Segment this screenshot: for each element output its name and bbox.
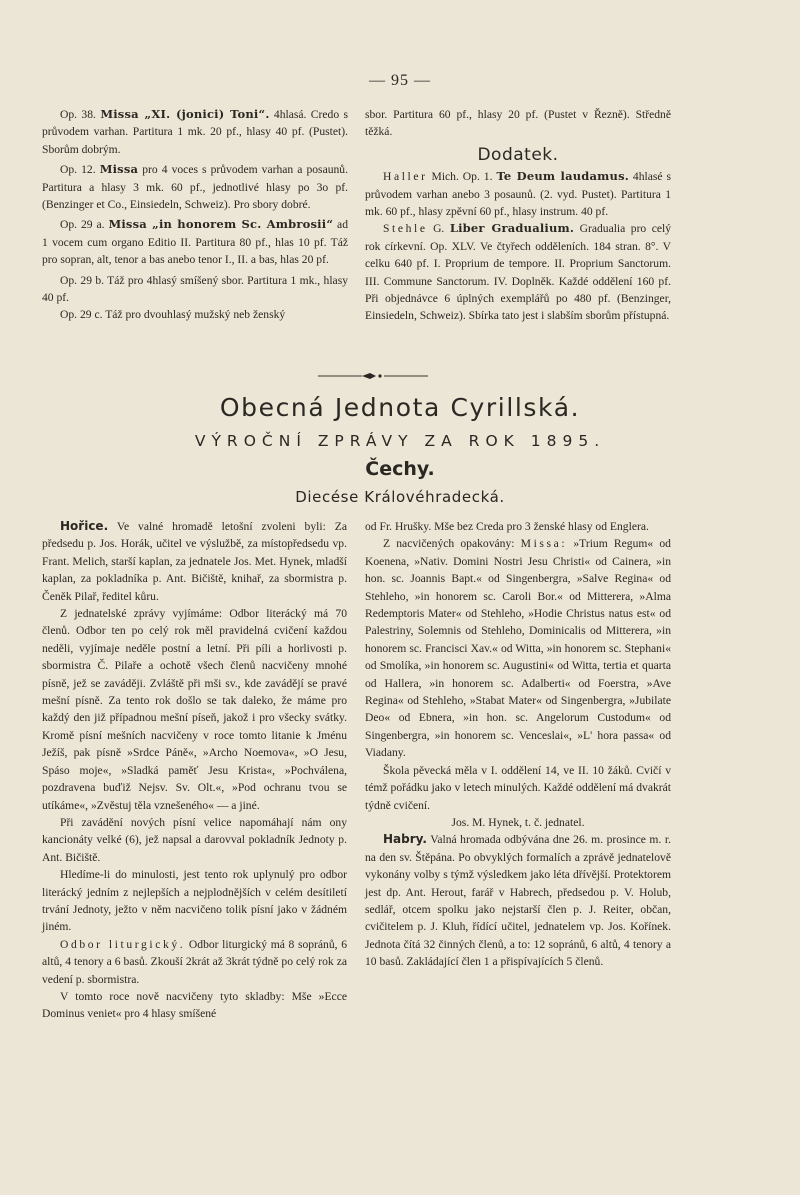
entry-opus: Op. 29 b. <box>60 273 105 287</box>
catalog-entry <box>42 306 348 323</box>
paragraph-text: Valná hromada odbývána dne 26. m. prosince m. r. na den sv. Štěpána. Po obvyklých formalích a zprávě jednatelově vykonány volby s týmž výsledkem jako léta dřívější. Protektorem jest dp. Ant. Herout, farář v Habrech, předsedou p. V. Holub, sedlář, otcem spolku jako nejstarší člen p. J. Reiter, občan, cvičitelem p. J. Kluh, řídící učitel, jednatelem vp. Jos. Kořínek. Jednota čítá 32 činných členů, a to: 12 sopránů, 6 altů, 4 tenory a 10 basů. Zakládající člen 1 a přispívajících 5 členů. <box>365 833 671 969</box>
entry-author: Stehle <box>383 222 428 236</box>
entry-text: 4hlasé s průvodem varhan anebo 3 posaunů. (2. vyd. Pustet). Partitura 1 mk. 60 pf., hlasy zpěvní 60 pf., hlasy instrum. 40 pf. <box>365 170 671 219</box>
entry-opus: Op. 29 a. <box>60 218 105 232</box>
paragraph-lead: Z nacvičených opakovány: <box>383 537 521 551</box>
paragraph-text: Odbor liturgický má 8 sopránů, 6 altů, 4 tenory a 6 basů. Zkouší 2krát až 3krát týdně po celý rok za vedení p. sbormistra. <box>42 937 347 986</box>
report-paragraph: Při zavádění nových písní velice napomáhají nám ony kancionáty velké (6), jež napsal a darovval pokladník Jednoty p. Ant. Bičiště. <box>42 815 347 864</box>
entry-text: ad 1 vocem cum organo Editio II. Partitura 80 pf., hlas 10 pf. Táž pro sopran, alt, tenor a bas anebo tenor I., II. a bas, hlas 20 pf. <box>42 218 348 267</box>
entry-text: Táž pro dvouhlasý mužský neb ženský <box>102 308 286 322</box>
entry-title: Missa „in honorem Sc. Ambrosii“ <box>108 217 334 232</box>
entry-title: Te Deum laudamus. <box>496 169 629 184</box>
report-paragraph: V tomto roce nově nacvičeny tyto skladby: Mše »Ecce Dominus veniet« pro 4 hlasy smíšené <box>42 989 347 1021</box>
entry-opus: G. <box>427 222 445 236</box>
entry-opus: Mich. Op. 1. <box>427 170 493 184</box>
entry-opus: Op. 29 c. <box>60 308 103 322</box>
catalog-entry <box>42 216 348 268</box>
report-paragraph: Hledíme-li do minulosti, jest tento rok uplynulý pro odbor literácký jedním z nejlepších a nejplodnějších v celém desítiletí trvání Jednoty, ježto v něm nacvičeno tolik písní jako v žádném jiném. <box>42 868 347 934</box>
paragraph-text: Ve valné hromadě letošní zvoleni byli: Za předsedu p. Jos. Horák, učitel ve výslužbě, za místopředsedu vp. Frant. Melich, starší kaplan, za jednatele Jos. Met. Hynek, mladší kaplan, za pokladníka p. Ant. Bičiště, knihař, za sbormistra p. Čeněk Pilař, ředitel kůru. <box>42 520 347 603</box>
entry-opus: Op. 12. <box>60 163 96 177</box>
catalog-entry <box>42 272 348 307</box>
page-number: — 95 — <box>369 72 431 89</box>
section-heading: Dodatek. <box>477 144 559 165</box>
diocese-heading: Diecése Královéhradecká. <box>295 488 505 506</box>
report-paragraph: od Fr. Hrušky. Mše bez Creda pro 3 ženské hlasy od Englera. <box>365 520 649 533</box>
top-left-column <box>42 106 348 324</box>
report-paragraph: Škola pěvecká měla v I. oddělení 14, ve II. 10 žáků. Cvičí v témž pořádku jako v letech minulých. Každé oddělení má dvakrát týdně cvičení. <box>365 763 671 812</box>
paragraph-text: »Trium Regum« od Koenena, »Nativ. Domini Nostri Jesu Christi« od Cainera, »in hon. sc. Joannis Bapt.« od Singenbergra, »Salve Regina« od Stehleho, »in honorem sc. Caroli Bor.« od Mitterera, »Alma Redemptoris Mater« od Stehleho, »Hodie Christus natus est« od Palestriny, Solemnis od Stehleho, Dominicalis od Mitterera, »in honorem sc. Francisci Xav.« od Witta, »in honorem sc. Stephani« od Smolíka, »in honorem sc. Augustini« od Witta, tertia et quarta od Hallera, »in honorem sc. Adalberti« od Foerstra, »Ave Regina« od Stehleho, »Stabat Mater« od Singenbergra, »Jubilate Deo« od Ebnera, »in hon. sc. Angelorum Custodum« od Singenbergra, »in honorem sc. Venceslai«, »L' hora passa« od Viadany. <box>365 537 671 760</box>
report-paragraph <box>365 535 671 761</box>
entry-title: Liber Gradualium. <box>449 221 575 236</box>
place-name: Habry. <box>383 832 427 847</box>
place-name: Hořice. <box>60 519 109 533</box>
entry-text: Táž pro 4hlasý smíšený sbor. Partitura 1 mk., hlasy 40 pf. <box>42 273 349 305</box>
entry-opus: Op. 38. <box>60 108 96 121</box>
section-label: Missa: <box>520 537 568 551</box>
bottom-right-column <box>365 518 671 971</box>
entry-text: 4hlasá. Credo s průvodem varhan. Partitura 1 mk. 20 pf., hlasy 40 pf. (Pustet). Sborům dobrým. <box>42 108 348 156</box>
catalog-entry <box>365 168 671 220</box>
report-paragraph: Z jednatelské zprávy vyjímáme: Odbor literácký má 70 členů. Odbor ten po celý rok měl pravidelná cvičení každou neděli, vyjímaje neděle postní a letní. Při píli a horlivosti p. sbormistra Č. Pilaře a ochotě všech členů nacvičeny mnohé písně, jež se zaváději. Zvláště při mši sv., kde zavádějí se pravé mešní písně. Za tento rok došlo se tak daleko, že máme pro každý den již případnou mešní píseň, jakož i pro všecky svátky. Kromě písní mešních nacvičeny v roce tomto litanie k Jménu Ježíš, pak písně »Srdce Páně«, »Archo Noemova«, »O Jesu, Spáso moje«, »Sladká paměť Jesu Krista«, »Pochválena, pozdravena buďiž Nejsv. Sv. Olt.«, »Pod ochranu tvou se utíkáme«, »Zvěstuj těla vznešeného« — a jiné. <box>42 607 347 812</box>
section-label: Odbor liturgický. <box>60 937 186 951</box>
signature: Jos. M. Hynek, t. č. jednatel. <box>451 815 585 829</box>
top-right-column <box>365 106 671 325</box>
catalog-entry <box>42 106 348 158</box>
entry-author: Haller <box>383 170 428 184</box>
report-paragraph <box>42 518 347 605</box>
report-paragraph <box>365 831 671 970</box>
entry-title: Missa <box>99 162 139 177</box>
report-title: Obecná Jednota Cyrillská. <box>219 393 581 422</box>
divider-ornament <box>318 372 428 380</box>
continued-text: sbor. Partitura 60 pf., hlasy 20 pf. (Pustet v Řezně). Středně těžká. <box>365 108 671 139</box>
catalog-entry <box>42 161 348 213</box>
entry-text: Gradualia pro celý rok církevní. Op. XLV. Ve čtyřech odděleních. 184 stran. 8°. V celku 640 pf. I. Proprium de tempore. II. Proprium Sanctorum. III. Commune Sanctorum. IV. Doplněk. Každé oddělení 160 pf. Při objednávce 6 úplných exemplářů po 480 pf. (Benzinger, Einsiedeln, Schweiz). Sbírka tato jest i slabším sborům přístupná. <box>365 222 672 323</box>
catalog-entry <box>365 220 671 324</box>
report-paragraph <box>42 936 347 988</box>
entry-title: Missa „XI. (jonici) Toni“. <box>100 107 270 121</box>
report-subtitle: VÝROČNÍ ZPRÁVY ZA ROK 1895. <box>194 432 606 450</box>
bottom-left-column <box>42 518 347 1023</box>
entry-text: pro 4 voces s průvodem varhan a posaunů. Partitura a hlasy 3 mk. 60 pf., jednotlivé hlasy po 3o pf. (Benzinger et Co., Einsiedeln, Schweiz). Pro sbory dobré. <box>42 163 348 212</box>
region-heading: Čechy. <box>365 458 435 480</box>
